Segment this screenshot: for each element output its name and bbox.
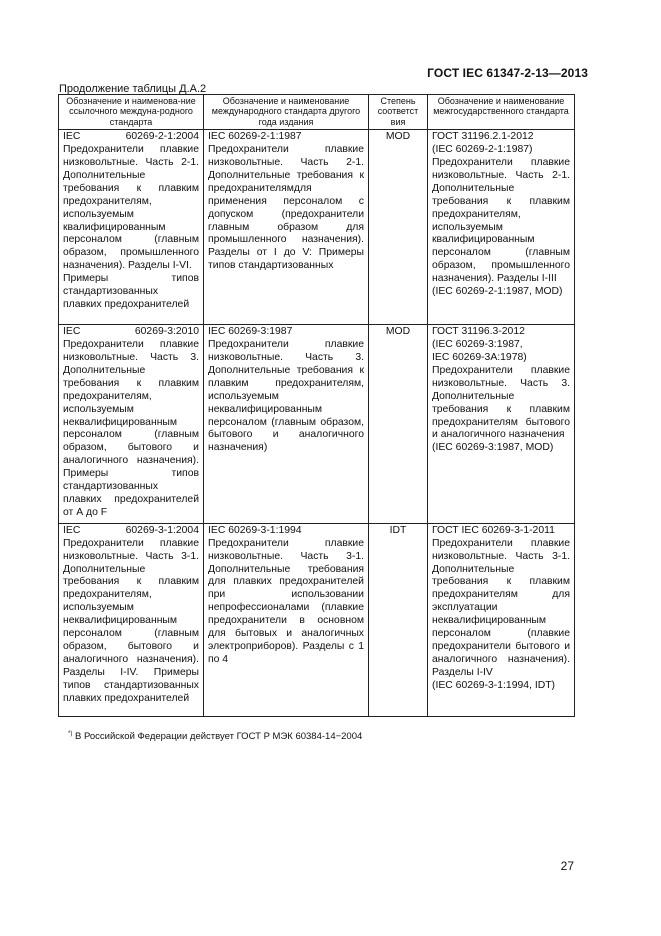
cell-other-edition [204,325,369,524]
footnote [68,731,362,742]
cell-other-edition [204,523,369,716]
column-header-degree: Степень соответст вия [369,95,428,130]
page-number: 27 [560,859,574,873]
cell-interstate-standard [428,325,575,524]
table-row [59,325,575,524]
footnote-text: В Российской Федерации действует ГОСТ Р МЭК 60384-14−2004 [72,731,363,743]
cell-text: ГОСТ 31196.2.1-2012 [432,131,534,143]
column-header-reference: Обозначение и наименова-ние ссылочного междуна-родного стандарта [59,95,204,130]
cell-text: Примеры типов стандартизованных плавких предохранителей [63,273,199,310]
cell-text: IEC 60269-3A:1978) [432,352,527,364]
cell-text: Предохранители плавкие низковольтные. Часть 3-1. Дополнительные требования для плавких предохранителей при использовании непрофессионалами (плавкие предохранители в основном для бытовых и аналогичных электроприборов). Разделы с 1 по 4 [208,537,364,665]
cell-interstate-standard [428,523,575,716]
cell-text: (IEC 60269-3:1987, MOD) [432,442,554,454]
cell-text: Предохранители плавкие низковольтные. Часть 2-1. Дополнительные требования к плавким предохранителям, используемым квалифицированным персоналом (главным образом, промышленного назначения). Разделы I-III [432,157,570,285]
table-header-row [59,95,575,130]
cell-text: ГОСТ IEC 60269-3-1-2011 [432,524,555,536]
standards-table [58,94,575,717]
cell-text: Предохранители плавкие низковольтные. Часть 3-1. Дополнительные требования к плавким предохранителям для эксплуатации неквалифицированным персоналом (плавкие предохранители бытового и аналогичного назначения). Разделы I-IV [432,537,570,678]
cell-text: IEC 60269-2-1:2004 Предохранители плавкие низковольтные. Часть 2-1. Дополнительные требования к плавким предохранителям, используемым квалифицированным персоналом (главным образом, промышленного назначения). Разделы I-VI. [63,131,199,272]
cell-degree: MOD [369,325,428,524]
document-code: ГОСТ IEC 61347-2-13—2013 [427,66,588,80]
cell-text: IEC 60269-3:1987 [208,326,293,338]
cell-text: Предохранители плавкие низковольтные. Часть 3. Дополнительные требования к плавким предохранителям бытового и аналогичного назначения [432,364,570,441]
column-header-interstate: Обозначение и наименование межгосударственного стандарта [428,95,575,130]
table-continuation-caption: Продолжение таблицы Д.А.2 [59,83,207,95]
cell-text: (IEC 60269-3:1987, [432,339,523,351]
cell-reference-standard [59,130,204,325]
cell-text: IEC 60269-2-1:1987 [208,131,302,143]
cell-reference-standard [59,325,204,524]
cell-text: (IEC 60269-3-1:1994, IDT) [432,679,556,691]
cell-text: (IEC 60269-2-1:1987) [432,144,533,156]
cell-text: Предохранители плавкие низковольтные. Часть 3. Дополнительные требования к плавким предохранителям, используемым неквалифицированным персоналом (главным образом, бытового и аналогичного назначения) [208,339,364,454]
cell-text: IEC 60269-3:2010 Предохранители плавкие низковольтные. Часть 3. Дополнительные требования к плавким предохранителям, используемым неквалифицированным персоналом (главным образом, бытового и аналогичного назначения). Примеры типов стандартизованных плавких предохранителей от А до F [63,326,199,518]
cell-other-edition [204,130,369,325]
table-row [59,523,575,716]
column-header-other-edition: Обозначение и наименование международного стандарта другого года издания [204,95,369,130]
cell-text: IEC 60269-3-1:2004 Предохранители плавкие низковольтные. Часть 3-1. Дополнительные требования к плавким предохранителям, используемым неквалифицированным персоналом (главным образом, бытового и аналогичного назначения). Разделы I-IV. Примеры типов стандартизованных плавких предохранителей [63,524,199,704]
footnote-marker: *) [68,731,73,737]
cell-text: Предохранители плавкие низковольтные. Часть 2-1. Дополнительные требования к предохранителямдля применения персоналом с допуском (предохранители главным образом для промышленного назначения). Разделы от I до V: Примеры типов стандартизованных [208,144,364,272]
cell-degree: IDT [369,523,428,716]
cell-text: ГОСТ 31196.3-2012 [432,326,525,338]
cell-reference-standard [59,523,204,716]
cell-interstate-standard [428,130,575,325]
cell-degree: MOD [369,130,428,325]
cell-text: IEC 60269-3-1:1994 [208,524,302,536]
table-row [59,130,575,325]
cell-text: (IEC 60269-2-1:1987, MOD) [432,286,563,298]
